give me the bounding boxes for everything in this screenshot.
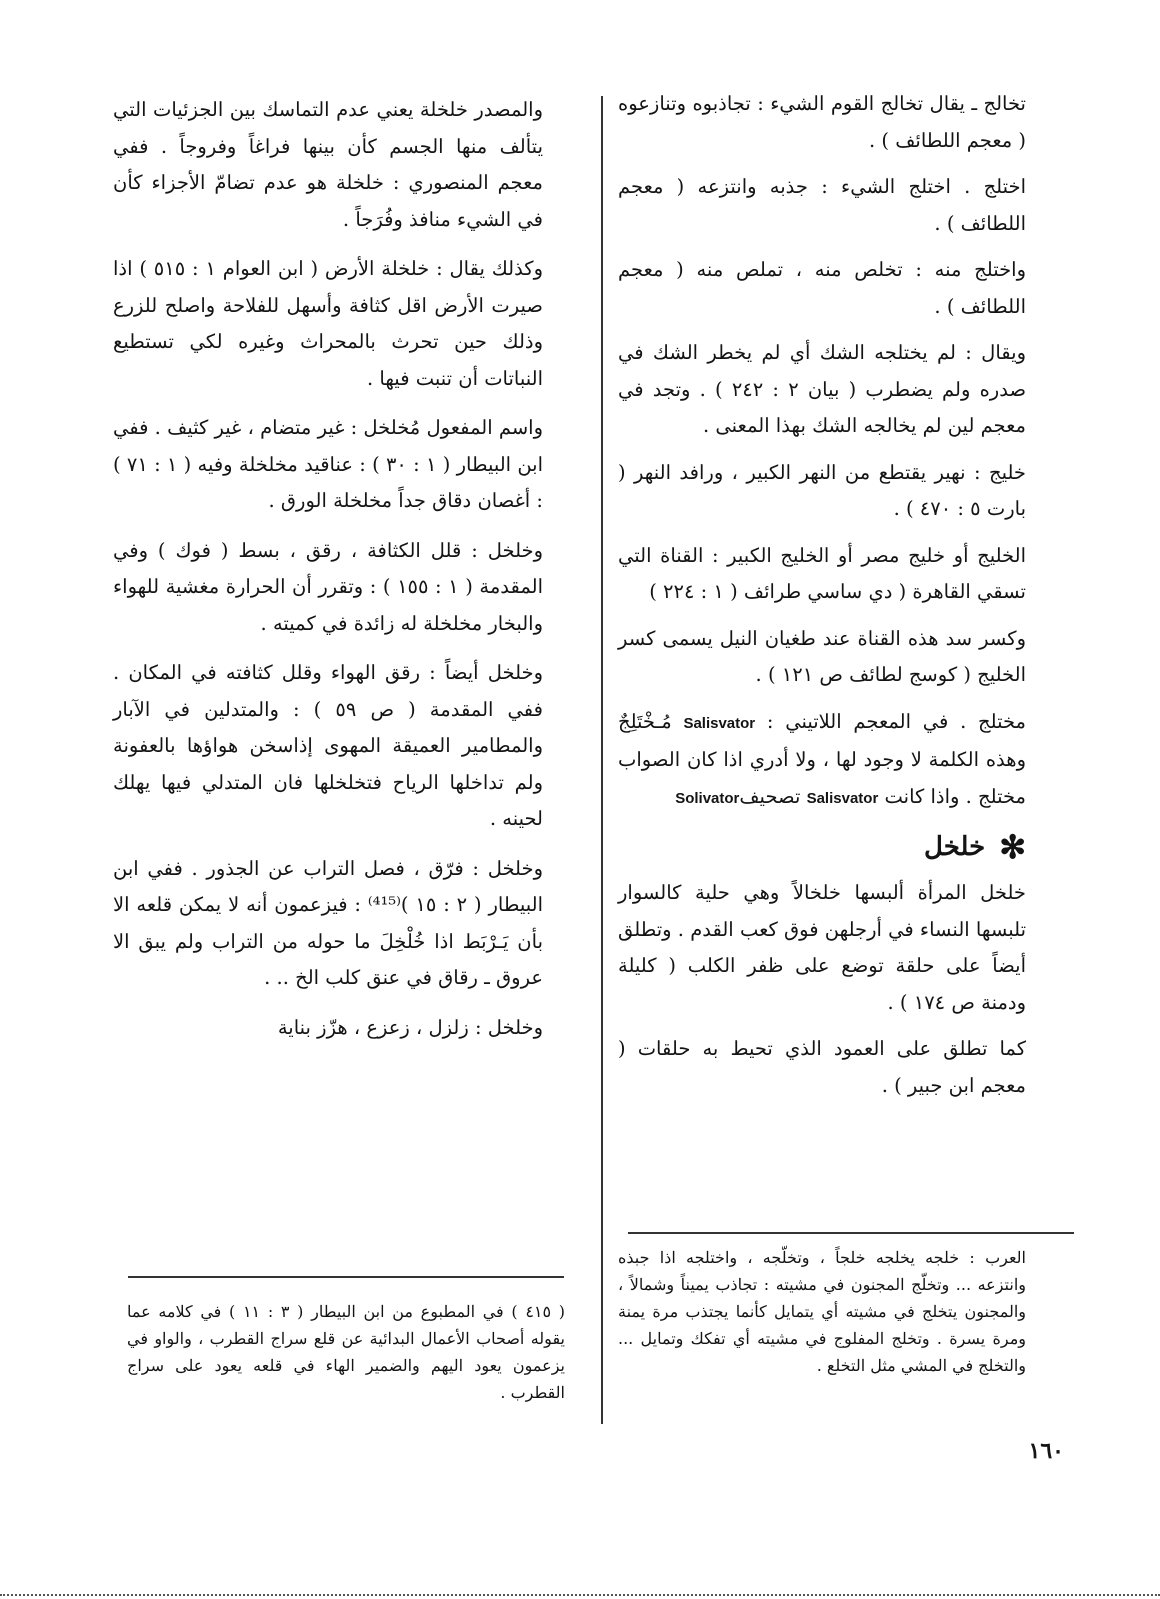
entry-mukhalkhal: واسم المفعول مُخلخل : غير متضام ، غير كثيف . ففي ابن البيطار ( ١ : ٣٠ ) : عناقيد مخلخلة وفيه ( ١ : ٧١ ) : أغصان دقاق جداً مخلخلة الورق . (113, 416, 544, 512)
entry-wa-ikhtalaj: واختلج منه : تخلص منه ، تملص منه ( معجم اللطائف ) . (618, 258, 1026, 318)
entry-khalkhal-zalzal: وخلخل : زلزل ، زعزع ، هزّز بناية (277, 1015, 543, 1039)
latin-term: Salisvator (683, 714, 756, 732)
entry-khalkhalat-al-ard: وكذلك يقال : خلخلة الأرض ( ابن العوام ١ : ٥١٥ ) اذا صيرت الأرض اقل كثافة وأسهل للفلاحة واصلح للزرع وذلك حين تحرث بالمحراث وغيره لكي تستطيع النباتات أن تنبت فيها . (113, 257, 544, 390)
left-column (113, 92, 543, 1059)
mukhtalij-text-1: مختلج . في المعجم اللاتيني : (766, 709, 1026, 733)
entry-masdar-khalkhala: والمصدر خلخلة يعني عدم التماسك بين الجزئيات التي يتألف منها الجسم كأن بينها فراغاً وفروجاً . ففي معجم المنصوري : خلخلة هو عدم تضامّ الأجزاء كأن في الشيء منافذ وفُرَجاً . (113, 98, 543, 231)
footnote-left (127, 1298, 565, 1406)
entry-khalij: خليج : نهير يقتطع من النهر الكبير ، ورافد النهر ( بارت ٥ : ٤٧٠ ) . (618, 460, 1026, 520)
asterisk-icon: ✻ (999, 828, 1026, 866)
scan-bottom-edge (0, 1594, 1160, 1598)
footnote-rule-right (628, 1232, 1074, 1234)
latin-term: Solivator (675, 789, 740, 807)
entry-khalkhal-qallal: وخلخل : قلل الكثافة ، رقق ، بسط ( فوك ) وفي المقدمة ( ١ : ١٥٥ ) : وتقرر أن الحرارة مغشية للهواء والبخار مخلخلة له زائدة في كميته . (113, 538, 544, 635)
entry-ikhtalaj: اختلج . اختلج الشيء : جذبه وانتزعه ( معجم اللطائف ) . (618, 175, 1026, 235)
entry-kasr-al-khalij: وكسر سد هذه القناة عند طغيان النيل يسمى كسر الخليج ( كوسج لطائف ص ١٢١ ) . (618, 626, 1026, 686)
entry-khalkhal-al-marah: خلخل المرأة ألبسها خلخالاً وهي حلية كالسوار تلبسها النساء في أرجلهن فوق كعب القدم . وتطلق أيضاً على حلقة توضع على ظفر الكلب ( كليلة ودمنة ص ١٧٤ ) . (618, 881, 1026, 1014)
section-heading-khalkhal (618, 827, 1026, 867)
entry-khalkhal-farraq: وخلخل : فرّق ، فصل التراب عن الجذور . ففي ابن البيطار ( ٢ : ١٥ )⁽⁴¹⁵⁾ : فيزعمون أنه لا يمكن قلعه الا بأن يَـرْبَط اذا خُلْخِلَ ما حوله من التراب ولم يبق الا عروق ـ رقاق في عنق كلب الخ .. . (113, 856, 543, 989)
right-column (618, 86, 1026, 1114)
mukhtalij-text-2: مُـخْتَلِجٌ وهذه الكلمة لا وجود لها ، ولا أدري اذا كان الصواب مختلج . واذا كانت (618, 709, 1026, 808)
footnote-rule-left (128, 1276, 564, 1278)
entry-yuqal: ويقال : لم يختلجه الشك أي لم يخطر الشك في صدره ولم يضطرب ( بيان ٢ : ٢٤٢ ) . وتجد في معجم لين لم يخالجه الشك بهذا المعنى . (618, 341, 1027, 437)
footnote-right (618, 1244, 1026, 1379)
footnote-right-text: العرب : خلجه يخلجه خلجاً ، وتخلّجه ، واختلجه اذا جبذه وانتزعه ... وتخلّج المجنون في مشيته : تجاذب يميناً وشمالاً ، والمجنون يتخلج في مشيته أي يتمايل كأنما يجتذب مرة يمنة ومرة يسرة . وتخلج المفلوج في مشيته أي تفكك وتمايل ... والتخلج في المشي مثل التخلع . (618, 1248, 1026, 1375)
mukhtalij-text-3: تصحيف (739, 784, 801, 808)
entry-mukhtalij (618, 704, 1026, 818)
column-divider (601, 96, 603, 1424)
entry-kama-tutlaq: كما تطلق على العمود الذي تحيط به حلقات ( معجم ابن جبير ) . (618, 1037, 1026, 1097)
entry-takhalaj: تخالج ـ يقال تخالج القوم الشيء : تجاذبوه وتنازعوه ( معجم اللطائف ) . (618, 92, 1026, 152)
page-number: ١٦٠ (1028, 1438, 1064, 1464)
section-heading-text: خلخل (924, 832, 986, 862)
footnote-left-text: ( ٤١٥ ) في المطبوع من ابن البيطار ( ٣ : ١١ ) في كلامه عما يقوله أصحاب الأعمال البدائية عن قلع سراج القطرب ، والواو في يزعمون يعود اليهم والضمير الهاء في قلعه يعود على سراج القطرب . (127, 1302, 566, 1402)
entry-khalkhal-raqqaq: وخلخل أيضاً : رقق الهواء وقلل كثافته في المكان . ففي المقدمة ( ص ٥٩ ) : والمتدلين في الآبار والمطامير العميقة المهوى إذاسخن هواؤها بالعفونة ولم تداخلها الرياح فتخلخلها فان المتدلي فيها يهلك لحينه . (113, 661, 543, 830)
latin-term: Salisvator (806, 789, 879, 807)
entry-al-khalij: الخليج أو خليج مصر أو الخليج الكبير : القناة التي تسقي القاهرة ( دي ساسي طرائف ( ١ : ٢٢٤ ) (618, 543, 1026, 603)
